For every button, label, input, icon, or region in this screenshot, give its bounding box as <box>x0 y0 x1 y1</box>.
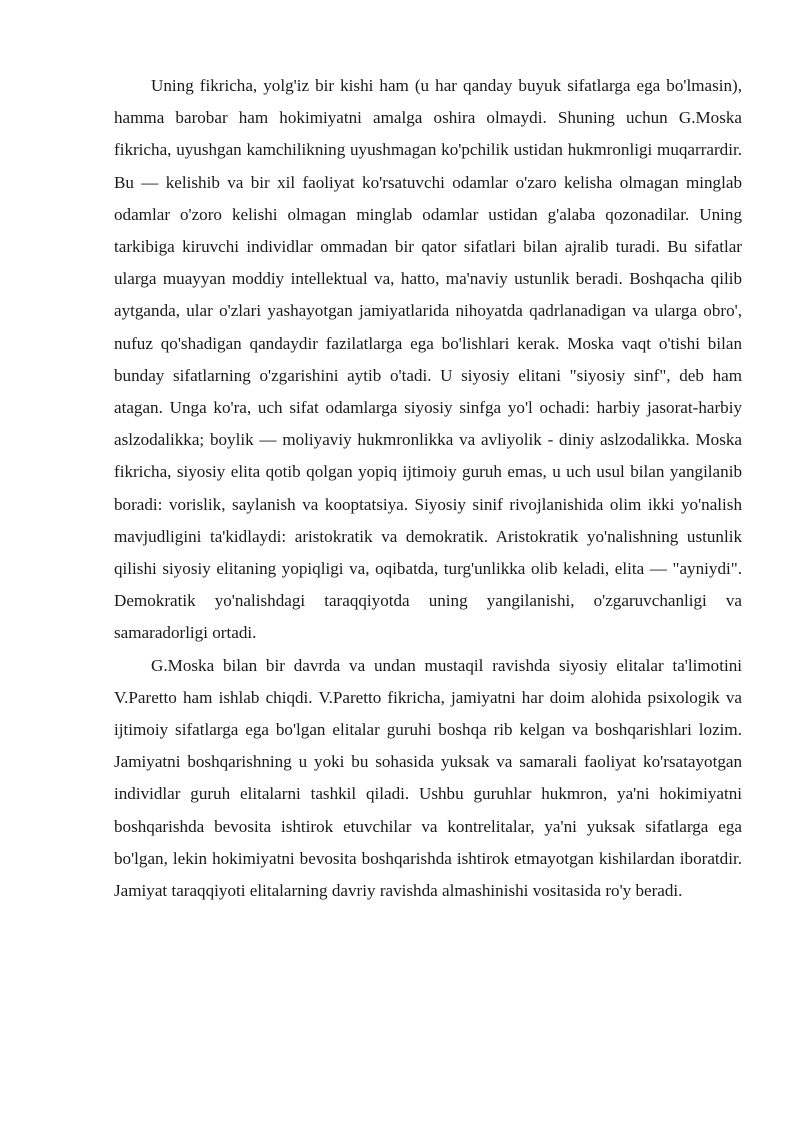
paragraph-moska-political-class: Uning fikricha, yolg'iz bir kishi ham (u har qanday buyuk sifatlarga ega bo'lmasin), hamma barobar ham hokimiyatni amalga oshira olmaydi. Shuning uchun G.Moska fikricha, uyushgan kamchilikning uyushmagan ko'pchilik ustidan hukmronligi muqarrardir. Bu — kelishib va bir xil faoliyat ko'rsatuvchi odamlar o'zaro kelisha olmagan minglab odamlar o'zoro kelishi olmagan minglab odamlar ustidan g'alaba qozonadilar. Uning tarkibiga kiruvchi individlar ommadan bir qator sifatlari bilan ajralib turadi. Bu sifatlar ularga muayyan moddiy intellektual va, hatto, ma'naviy ustunlik beradi. Boshqacha qilib aytganda, ular o'zlari yashayotgan jamiyatlarida nihoyatda qadrlanadigan va ularga obro', nufuz qo'shadigan qandaydir fazilatlarga ega bo'lishlari kerak. Moska vaqt o'tishi bilan bunday sifatlarning o'zgarishini aytib o'tadi. U siyosiy elitani "siyosiy sinf", deb ham atagan. Unga ko'ra, uch sifat odamlarga siyosiy sinfga yo'l ochadi: harbiy jasorat-harbiy aslzodalikka; boylik — moliyaviy hukmronlikka va avliyolik - diniy aslzodalikka. Moska fikricha, siyosiy elita qotib qolgan yopiq ijtimoiy guruh emas, u uch usul bilan yangilanib boradi: vorislik, saylanish va kooptatsiya. Siyosiy sinif rivojlanishida olim ikki yo'nalish mavjudligini ta'kidlaydi: aristokratik va demokratik. Aristokratik yo'nalishning ustunlik qilishi siyosiy elitaning yopiqligi va, oqibatda, turg'unlikka olib keladi, elita — "ayniydi". Demokratik yo'nalishdagi taraqqiyotda uning yangilanishi, o'zgaruvchanligi va samaradorligi ortadi. <box>114 76 742 643</box>
paragraph-paretto-elite-theory: G.Moska bilan bir davrda va undan mustaqil ravishda siyosiy elitalar ta'limotini V.Paretto ham ishlab chiqdi. V.Paretto fikricha, jamiyatni har doim alohida psixologik va ijtimoiy sifatlarga ega bo'lgan elitalar guruhi boshqa rib kelgan va boshqarishlari lozim. Jamiyatni boshqarishning u yoki bu sohasida yuksak va samarali faoliyat ko'rsatayotgan individlar guruh elitalarni tashkil qiladi. Ushbu guruhlar hukmron, ya'ni hokimiyatni boshqarishda bevosita ishtirok etuvchilar va kontrelitalar, ya'ni yuksak sifatlarga ega bo'lgan, lekin hokimiyatni bevosita boshqarishda ishtirok etmayotgan kishilardan iboratdir. Jamiyat taraqqiyoti elitalarning davriy ravishda almashinishi vositasida ro'y beradi. <box>114 655 742 901</box>
document-page <box>114 70 742 907</box>
